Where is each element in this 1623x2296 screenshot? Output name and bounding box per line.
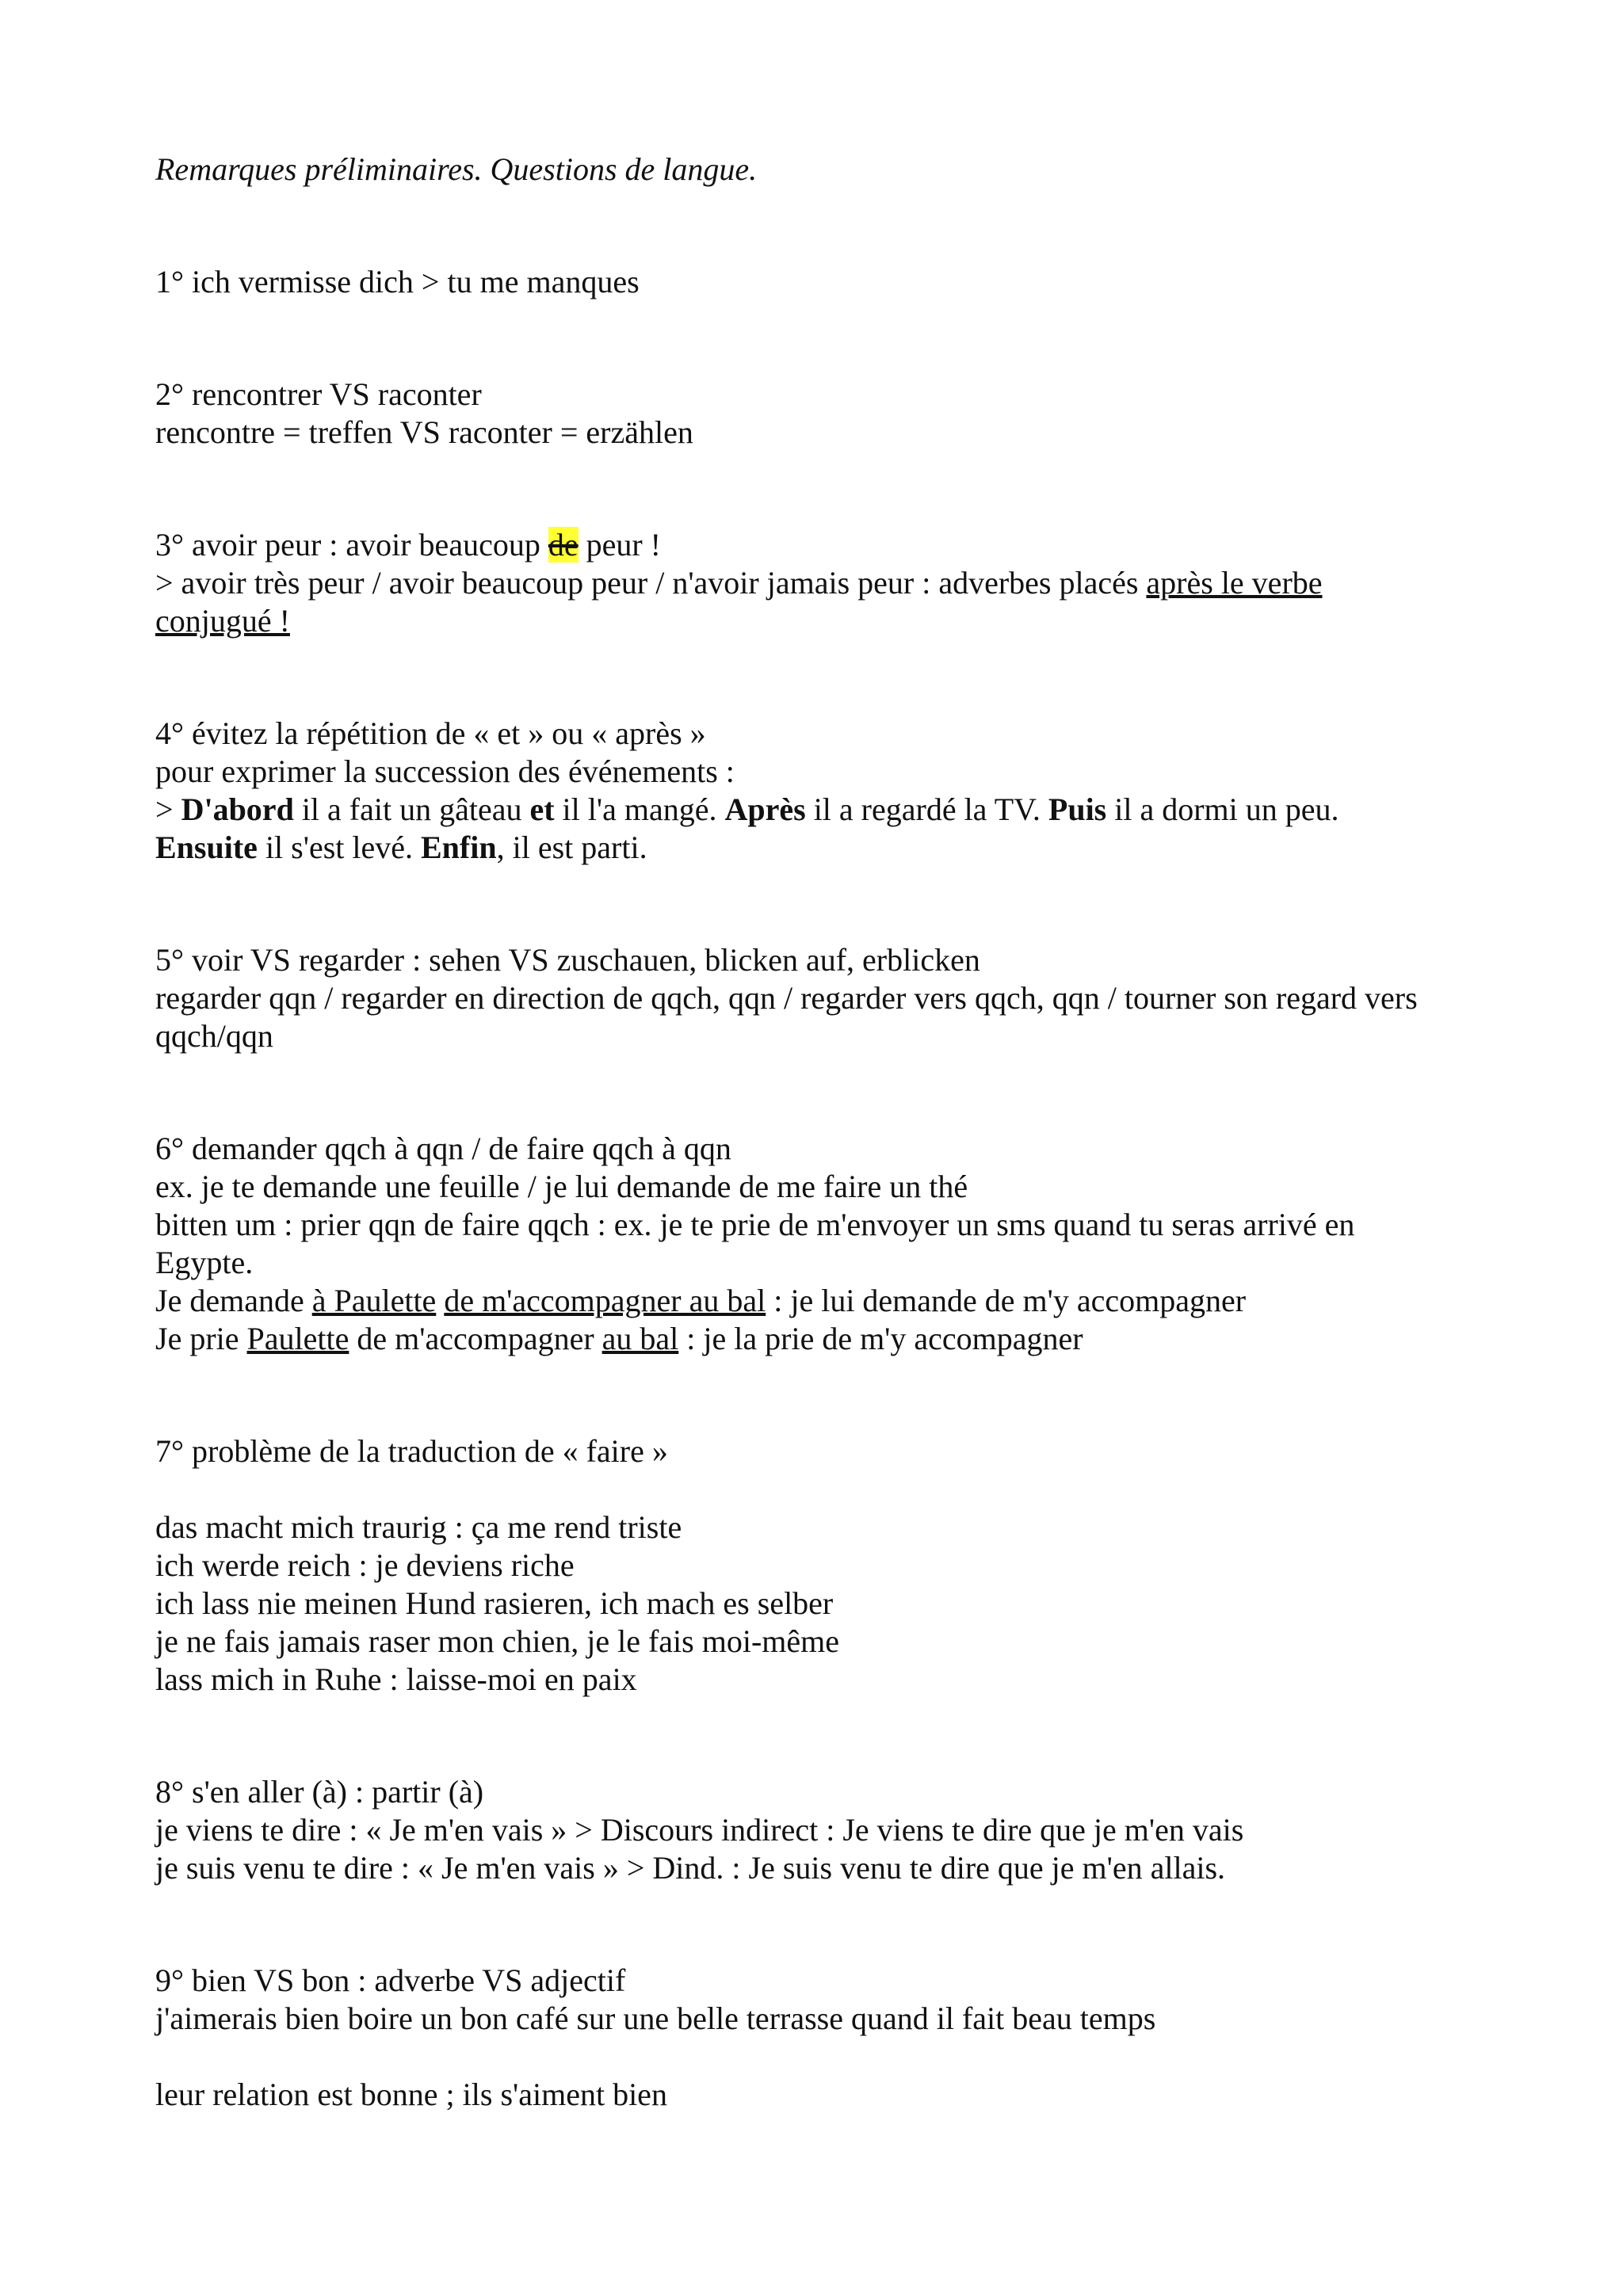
remark-6 xyxy=(155,1130,1503,1358)
remark-1 xyxy=(155,263,1503,301)
text-run: il s'est levé. xyxy=(257,830,421,865)
underlined-text: conjugué ! xyxy=(155,603,290,639)
text-run: : je lui demande de m'y accompagner xyxy=(766,1283,1247,1318)
remark-1-line: 1° ich vermisse dich > tu me manques xyxy=(155,264,640,299)
text-run: : je la prie de m'y accompagner xyxy=(678,1321,1083,1356)
remark-9-line-1: 9° bien VS bon : adverbe VS adjectif xyxy=(155,1962,626,1998)
highlighted-struck-word: de xyxy=(548,527,579,563)
text-run: > avoir très peur / avoir beaucoup peur / n'avoir jamais peur : adverbes placés xyxy=(155,565,1147,601)
remark-6-line-5 xyxy=(155,1282,1503,1320)
text-run: il a dormi un peu. xyxy=(1106,791,1339,827)
text-run: Je prie xyxy=(155,1321,247,1356)
bold-word: Après xyxy=(724,791,806,827)
remark-6-line-2: ex. je te demande une feuille / je lui demande de me faire un thé xyxy=(155,1169,968,1204)
remark-9 xyxy=(155,1962,1503,2114)
bold-word: Enfin xyxy=(421,830,497,865)
underlined-text: après le verbe xyxy=(1146,565,1323,601)
text-run: il a fait un gâteau xyxy=(293,791,530,827)
remark-3-line-2 xyxy=(155,564,1503,602)
bold-word: et xyxy=(529,791,555,827)
remark-9-line-2: j'aimerais bien boire un bon café sur une belle terrasse quand il fait beau temps xyxy=(155,2000,1156,2036)
remark-6-line-4: Egypte. xyxy=(155,1245,254,1280)
underlined-text: Paulette xyxy=(246,1321,349,1356)
remark-4-line-2: pour exprimer la succession des événements : xyxy=(155,753,735,789)
underlined-text: de m'accompagner au bal xyxy=(444,1283,766,1318)
remark-5-line-3: qqch/qqn xyxy=(155,1018,273,1054)
remark-2 xyxy=(155,376,1503,452)
remark-6-line-6 xyxy=(155,1320,1503,1358)
remark-3 xyxy=(155,526,1503,640)
remark-7-line-3: ich werde reich : je deviens riche xyxy=(155,1547,575,1583)
text-run: Je demande xyxy=(155,1283,312,1318)
remark-7 xyxy=(155,1432,1503,1699)
text-run: 3° avoir peur : avoir beaucoup xyxy=(155,527,548,563)
underlined-text: à Paulette xyxy=(311,1283,437,1318)
underlined-text: au bal xyxy=(601,1321,679,1356)
text-run: de m'accompagner xyxy=(349,1321,602,1356)
remark-7-line-5: je ne fais jamais raser mon chien, je le fais moi-même xyxy=(155,1623,840,1659)
bold-word: Ensuite xyxy=(155,830,258,865)
remark-6-line-1: 6° demander qqch à qqn / de faire qqch à qqn xyxy=(155,1131,731,1166)
remark-4-line-3 xyxy=(155,791,1503,829)
remark-7-line-4: ich lass nie meinen Hund rasieren, ich mach es selber xyxy=(155,1585,834,1621)
document-page xyxy=(155,151,1503,2114)
remark-4-line-4 xyxy=(155,829,1503,867)
remark-8 xyxy=(155,1773,1503,1887)
remark-9-line-3: leur relation est bonne ; ils s'aiment bien xyxy=(155,2077,667,2112)
remark-6-line-3: bitten um : prier qqn de faire qqch : ex. je te prie de m'envoyer un sms quand tu seras arrivé en xyxy=(155,1207,1355,1242)
text-run: peur ! xyxy=(578,527,661,563)
remark-4-line-1: 4° évitez la répétition de « et » ou « après » xyxy=(155,715,706,751)
remark-8-line-3: je suis venu te dire : « Je m'en vais » > Dind. : Je suis venu te dire que je m'en allais. xyxy=(155,1850,1226,1886)
remark-8-line-2: je viens te dire : « Je m'en vais » > Discours indirect : Je viens te dire que je m'en vais xyxy=(155,1812,1244,1848)
remark-2-line-1: 2° rencontrer VS raconter xyxy=(155,376,482,412)
remark-7-line-1: 7° problème de la traduction de « faire » xyxy=(155,1433,668,1469)
text-run: , il est parti. xyxy=(496,830,647,865)
remark-7-line-6: lass mich in Ruhe : laisse-moi en paix xyxy=(155,1661,637,1697)
remark-5 xyxy=(155,941,1503,1055)
remark-3-line-1 xyxy=(155,526,1503,564)
remark-5-line-1: 5° voir VS regarder : sehen VS zuschauen, blicken auf, erblicken xyxy=(155,942,980,978)
remark-2-line-2: rencontre = treffen VS raconter = erzählen xyxy=(155,414,693,450)
remark-3-line-3 xyxy=(155,602,1503,640)
bold-word: Puis xyxy=(1048,791,1107,827)
remark-4 xyxy=(155,715,1503,867)
remark-8-line-1: 8° s'en aller (à) : partir (à) xyxy=(155,1774,484,1810)
text-run: il l'a mangé. xyxy=(554,791,725,827)
bold-word: D'abord xyxy=(181,791,294,827)
text-run: il a regardé la TV. xyxy=(805,791,1048,827)
remark-5-line-2: regarder qqn / regarder en direction de qqch, qqn / regarder vers qqch, qqn / tourner son regard vers xyxy=(155,980,1418,1016)
document-title: Remarques préliminaires. Questions de langue. xyxy=(155,151,758,187)
text-run: > xyxy=(155,791,181,827)
remark-7-line-2: das macht mich traurig : ça me rend triste xyxy=(155,1509,682,1545)
text-run xyxy=(436,1283,444,1318)
